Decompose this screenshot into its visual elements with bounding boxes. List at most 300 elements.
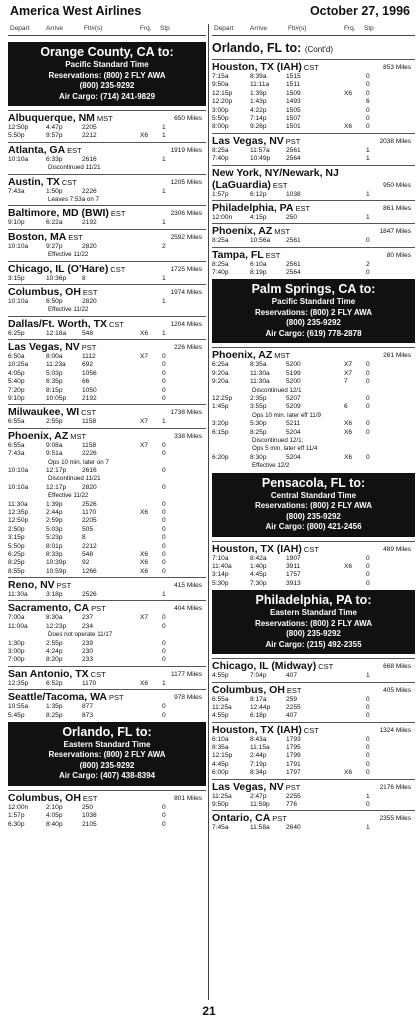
flight-number: 2820 — [82, 242, 97, 250]
destination-name-line2: (LaGuardia) — [212, 178, 271, 191]
stops: 1 — [162, 329, 166, 337]
flight-row — [8, 821, 206, 829]
destination-header — [212, 135, 415, 147]
distance-miles: 861 Miles — [383, 204, 411, 212]
depart-time: 11:40a — [212, 562, 232, 570]
destination-header — [212, 781, 415, 793]
flight-number: 5207 — [286, 395, 301, 403]
distance-miles: 415 Miles — [174, 582, 202, 590]
arrive-time: 11:15a — [250, 744, 270, 752]
stops: 1 — [162, 132, 166, 140]
time-zone: EST — [68, 232, 83, 242]
flight-row — [212, 744, 415, 752]
frequency: X7 — [140, 418, 149, 426]
depart-time: 6:30p — [8, 820, 25, 828]
destination-name: Boston, MA — [8, 230, 67, 243]
destination-name: Chicago, IL (O'Hare) — [8, 262, 109, 275]
stops: 0 — [366, 744, 370, 752]
stops: 1 — [366, 213, 370, 221]
flight-row — [8, 353, 206, 361]
arrive-time: 8:19p — [250, 269, 267, 277]
stops: 0 — [162, 500, 166, 508]
flight-note: Discontinued 11/21 — [48, 164, 101, 172]
destination-header — [8, 176, 206, 188]
depart-time: 3:00p — [8, 648, 25, 656]
depart-time: 8:35a — [212, 744, 229, 752]
flight-number: 2205 — [82, 517, 97, 525]
flight-row — [8, 243, 206, 251]
flight-number: 2564 — [286, 155, 301, 163]
time-zone: EST — [265, 250, 281, 260]
depart-time: 12:00n — [8, 803, 29, 811]
stops: 0 — [162, 614, 166, 622]
arrive-time: 11:11a — [250, 81, 270, 89]
distance-miles: 1324 Miles — [379, 726, 411, 734]
depart-time: 8:25a — [212, 260, 229, 268]
origin-info-line: Central Standard Time — [270, 490, 357, 500]
arrive-time: 1:43p — [250, 98, 267, 106]
destination-block — [212, 779, 415, 810]
flight-number: 1158 — [82, 441, 97, 449]
stops-header: Stp — [160, 25, 170, 32]
depart-time: 6:10a — [212, 735, 229, 743]
stops: 0 — [366, 453, 370, 461]
depart-time: 7:00p — [8, 656, 25, 664]
stops: 1 — [162, 219, 166, 227]
depart-time: 5:40p — [8, 378, 25, 386]
depart-time: 9:20a — [212, 378, 229, 386]
flight-row — [8, 378, 206, 386]
distance-miles: 404 Miles — [174, 605, 202, 613]
destination-block — [212, 133, 415, 164]
distance-miles: 1205 Miles — [170, 178, 202, 186]
frequency: X7 — [140, 614, 149, 622]
depart-time: 6:25p — [8, 550, 25, 558]
stops: 0 — [162, 361, 166, 369]
flight-number: 237 — [82, 614, 94, 622]
stops: 0 — [366, 73, 370, 80]
arrive-time: 6:18p — [250, 712, 267, 720]
depart-time: 6:55a — [8, 441, 25, 449]
flight-row — [212, 191, 415, 199]
origin-info-line: (800) 235-9292 — [79, 81, 135, 90]
destination-block — [8, 229, 206, 260]
stops: 1 — [366, 792, 370, 800]
depart-time: 7:15a — [212, 73, 229, 80]
frequency: X6 — [140, 567, 149, 575]
time-zone: PST — [108, 693, 124, 703]
distance-miles: 2306 Miles — [170, 210, 202, 218]
destination-block — [8, 110, 206, 141]
destination-name: Houston, TX (IAH) — [212, 723, 302, 736]
flight-number: 2616 — [82, 466, 97, 474]
depart-time: 8:00p — [212, 123, 229, 131]
origin-title: Philadelphia, PA to: — [255, 593, 372, 608]
stops: 0 — [366, 89, 370, 97]
flight-number: 2192 — [82, 395, 97, 403]
frequency: X6 — [344, 420, 353, 428]
flight-number: 1158 — [82, 418, 97, 426]
flight-row — [212, 672, 415, 680]
flight-number: 2561 — [286, 146, 301, 154]
flight-number: 1501 — [286, 123, 301, 131]
depart-time: 10:10a — [8, 242, 29, 250]
destination-header — [8, 318, 206, 330]
flight-number: 2561 — [286, 237, 301, 245]
origin-banner — [212, 590, 415, 654]
arrive-time: 6:35p — [46, 378, 63, 386]
distance-miles: 1919 Miles — [170, 146, 202, 154]
arrive-time: 4:15p — [250, 213, 267, 221]
stops: 0 — [366, 403, 370, 411]
arrive-time: 1:40p — [250, 562, 267, 570]
flight-number: 2255 — [286, 703, 301, 711]
flight-row — [8, 275, 206, 283]
flight-number: 250 — [82, 803, 94, 811]
stops: 0 — [366, 562, 370, 570]
frequency: X7 — [140, 441, 149, 449]
stops: 0 — [366, 395, 370, 403]
destination-block — [8, 261, 206, 283]
origin-info-line: Eastern Standard Time — [270, 608, 357, 618]
flight-header: Flt#(s) — [288, 25, 307, 32]
stops: 1 — [366, 146, 370, 154]
arrive-time: 7:14p — [250, 114, 267, 122]
origin-banner — [8, 42, 206, 106]
destination-header — [212, 249, 415, 261]
frequency: X6 — [140, 679, 149, 687]
flight-note: Ops 10 min. later on 7 — [48, 458, 109, 466]
flight-number: 2212 — [82, 132, 97, 140]
stops: 0 — [162, 395, 166, 403]
flight-row — [212, 696, 415, 704]
flight-number: 873 — [82, 711, 94, 719]
depart-time: 6:25a — [212, 361, 229, 369]
destination-header — [212, 167, 415, 179]
destination-header — [8, 691, 206, 703]
flight-row — [212, 801, 415, 809]
stops: 0 — [162, 703, 166, 711]
depart-time: 8:25a — [212, 146, 229, 154]
stops: 0 — [366, 571, 370, 579]
destination-block — [212, 682, 415, 721]
time-zone: PST — [285, 782, 301, 792]
distance-miles: 2592 Miles — [170, 233, 202, 241]
destination-header — [8, 792, 206, 804]
flight-row — [8, 614, 206, 622]
time-zone: CST — [303, 63, 319, 72]
destination-header — [8, 112, 206, 124]
flight-row — [212, 712, 415, 720]
arrive-time: 2:55p — [46, 639, 63, 647]
flight-row — [212, 214, 415, 222]
distance-miles: 1738 Miles — [170, 409, 202, 417]
arrive-time: 6:22a — [46, 219, 63, 227]
depart-time: 7:40p — [212, 155, 229, 163]
time-zone: MST — [274, 227, 291, 237]
flight-number: 3911 — [286, 562, 301, 570]
depart-time: 12:35p — [8, 508, 29, 516]
arrive-time: 3:18p — [46, 591, 63, 599]
flight-header: Flt#(s) — [84, 25, 103, 32]
origin-title: Pensacola, FL to: — [261, 475, 366, 490]
flight-row — [212, 793, 415, 801]
destination-header — [8, 406, 206, 418]
flight-row — [212, 761, 415, 769]
arrive-time: 2:59p — [46, 517, 63, 525]
stops: 1 — [162, 124, 166, 131]
destination-block — [8, 339, 206, 403]
arrive-time: 8:30a — [46, 614, 63, 622]
destination-block — [8, 404, 206, 426]
stops: 0 — [366, 420, 370, 428]
depart-time: 1:45p — [212, 403, 229, 411]
stops: 1 — [162, 591, 166, 599]
stops: 0 — [162, 386, 166, 394]
flight-number: 5204 — [286, 453, 301, 461]
depart-time: 6:00p — [212, 769, 229, 777]
flight-note: Effective 11/22 — [48, 251, 89, 259]
time-zone: EST — [286, 685, 302, 695]
flight-number: 1509 — [286, 89, 301, 97]
stops: 0 — [162, 450, 166, 458]
flight-row — [212, 98, 415, 106]
flight-row — [8, 132, 206, 140]
flight-row — [8, 703, 206, 711]
time-zone: EST — [67, 145, 82, 155]
destination-header — [8, 207, 206, 219]
flight-row — [8, 656, 206, 664]
flight-row — [212, 420, 415, 428]
destination-block — [8, 142, 206, 173]
depart-header: Depart — [214, 25, 234, 32]
destination-header — [212, 543, 415, 555]
origin-info-line: (800) 235-9292 — [286, 318, 341, 328]
arrive-time: 8:15p — [46, 386, 63, 394]
flight-number: 407 — [286, 672, 298, 680]
destination-block — [8, 284, 206, 315]
left-column — [8, 40, 206, 998]
distance-miles: 226 Miles — [174, 344, 202, 352]
distance-miles: 2176 Miles — [379, 783, 411, 791]
depart-time: 12:50p — [8, 124, 29, 131]
destination-header — [212, 724, 415, 736]
flight-number: 692 — [82, 361, 94, 369]
depart-time: 6:55a — [212, 695, 229, 703]
arrive-time: 7:30p — [250, 579, 267, 587]
time-zone: EST — [110, 209, 126, 219]
flight-number: 2105 — [82, 820, 97, 828]
flight-number: 1795 — [286, 744, 301, 752]
depart-time: 7:20p — [8, 386, 25, 394]
flight-number: 1170 — [82, 679, 97, 687]
origin-title: Orlando, FL to: — [62, 724, 152, 739]
distance-miles: 1725 Miles — [170, 265, 202, 273]
destination-header — [8, 602, 206, 614]
stops: 0 — [162, 525, 166, 533]
flight-number: 776 — [286, 801, 298, 809]
stops: 2 — [366, 260, 370, 268]
arrive-time: 5:30p — [250, 420, 267, 428]
time-zone: PST — [56, 581, 72, 591]
arrive-time: 4:45p — [250, 571, 267, 579]
destination-header — [8, 579, 206, 591]
depart-time: 9:20a — [212, 369, 229, 377]
arrive-time: 6:52p — [46, 679, 63, 687]
stops: 1 — [366, 824, 370, 832]
flight-number: 1170 — [82, 508, 97, 516]
destination-name: New York, NY/Newark, NJ — [212, 166, 339, 179]
origin-continued-heading — [212, 40, 415, 58]
flight-note: Discontinued 11/21 — [48, 475, 101, 483]
depart-time: 10:25a — [8, 361, 29, 369]
flight-row — [212, 454, 415, 462]
stops: 0 — [162, 441, 166, 449]
flight-number: 407 — [286, 712, 298, 720]
origin-info-line: Reservations: (800) 2 FLY AWA — [254, 618, 373, 628]
destination-header — [8, 668, 206, 680]
flight-number: 1515 — [286, 73, 301, 80]
flight-number: 2616 — [82, 155, 97, 163]
stops: 0 — [366, 752, 370, 760]
destination-name: Tampa, FL — [212, 248, 264, 261]
flight-number: 2526 — [82, 591, 97, 599]
stops: 2 — [162, 242, 166, 250]
depart-time: 10:10a — [8, 297, 29, 305]
destination-name: Phoenix, AZ — [212, 349, 273, 362]
flight-number: 5211 — [286, 420, 301, 428]
depart-time: 5:50p — [212, 114, 229, 122]
time-zone: EST — [82, 793, 98, 803]
destination-name: Las Vegas, NV — [212, 780, 284, 793]
destination-name: Houston, TX (IAH) — [212, 542, 302, 555]
depart-time: 9:50p — [212, 801, 229, 809]
flight-row — [8, 534, 206, 542]
flight-number: 1056 — [82, 369, 97, 377]
flight-number: 1757 — [286, 571, 301, 579]
flight-note: Discontinued 12/1 — [252, 386, 302, 394]
flight-number: 2820 — [82, 483, 97, 491]
stops: 0 — [366, 123, 370, 131]
stops: 0 — [162, 369, 166, 377]
flight-row — [8, 501, 206, 509]
flight-number: 5204 — [286, 428, 301, 436]
arrive-time: 12:17p — [46, 466, 67, 474]
depart-time: 8:25a — [212, 237, 229, 245]
origin-info-line: Pacific Standard Time — [65, 60, 149, 69]
flight-row — [212, 824, 415, 832]
flight-number: 2255 — [286, 792, 301, 800]
stops: 0 — [162, 517, 166, 525]
arrive-time: 11:23a — [46, 361, 66, 369]
frequency: X6 — [344, 123, 353, 131]
origin-info-line: Pacific Standard Time — [271, 297, 356, 307]
destination-block — [212, 165, 415, 199]
depart-time: 8:25p — [8, 559, 25, 567]
arrive-time: 8:25p — [46, 711, 63, 719]
destination-block — [8, 174, 206, 205]
destination-name: Phoenix, AZ — [8, 429, 69, 442]
frequency: X6 — [344, 769, 353, 777]
flight-note: Effective 11/22 — [48, 492, 89, 500]
depart-time: 9:10p — [8, 395, 25, 403]
depart-time: 10:55a — [8, 703, 29, 711]
time-zone: PST — [91, 604, 106, 614]
flight-number: 230 — [82, 648, 94, 656]
flight-row — [8, 361, 206, 369]
stops: 0 — [366, 579, 370, 587]
arrive-time: 2:55p — [46, 418, 63, 426]
stops: 0 — [366, 237, 370, 245]
stops: 0 — [366, 369, 370, 377]
flight-row — [212, 155, 415, 163]
destination-block — [8, 205, 206, 227]
stops: 0 — [366, 269, 370, 277]
flight-number: 2205 — [82, 124, 97, 131]
time-zone: CST — [318, 662, 334, 672]
arrive-time: 8:01p — [46, 542, 63, 550]
distance-miles: 853 Miles — [383, 64, 411, 71]
flight-row — [8, 680, 206, 688]
flight-number: 92 — [82, 559, 90, 567]
stops: 1 — [162, 679, 166, 687]
flight-row — [212, 123, 415, 131]
distance-miles: 1177 Miles — [171, 670, 202, 678]
timetable-date: October 27, 1996 — [309, 4, 410, 18]
depart-time: 5:50p — [8, 132, 25, 140]
arrive-time: 8:35a — [250, 361, 267, 369]
flight-number: 8 — [82, 274, 86, 282]
time-zone: CST — [303, 725, 319, 735]
depart-time: 10:10a — [8, 466, 29, 474]
flight-number: 2226 — [82, 450, 97, 458]
stops: 0 — [366, 361, 370, 369]
depart-time: 12:35p — [8, 679, 29, 687]
arrive-time: 11:58a — [250, 824, 270, 832]
flight-row — [212, 769, 415, 777]
arrive-time: 9:51a — [46, 450, 63, 458]
destination-name: Reno, NV — [8, 579, 55, 592]
distance-miles: 978 Miles — [174, 694, 202, 702]
arrive-time: 11:59p — [250, 801, 270, 809]
flight-number: 1799 — [286, 752, 301, 760]
arrive-time: 2:10p — [46, 803, 63, 811]
destination-block — [212, 541, 415, 589]
flight-row — [212, 555, 415, 563]
time-zone: EST — [82, 287, 98, 297]
arrive-time: 1:50p — [46, 187, 63, 195]
arrive-time: 10:05p — [46, 395, 67, 403]
arrive-time: 12:44p — [250, 703, 271, 711]
frequency-header: Frq. — [140, 25, 152, 32]
arrive-time: 10:59p — [46, 567, 67, 575]
depart-time: 3:14p — [212, 571, 229, 579]
airline-name: America West Airlines — [10, 4, 142, 18]
destination-header — [8, 231, 206, 243]
flight-row — [8, 188, 206, 196]
distance-miles: 650 Miles — [174, 115, 202, 122]
stops: 0 — [162, 812, 166, 820]
depart-time: 11:30a — [8, 591, 28, 599]
time-zone: EST — [295, 203, 311, 213]
origin-info-line: Reservations: (800) 2 FLY AWA — [48, 750, 166, 760]
destination-name: Houston, TX (IAH) — [212, 61, 302, 73]
destination-block — [8, 666, 206, 688]
stops: 0 — [366, 554, 370, 562]
flight-row — [212, 752, 415, 760]
stops: 0 — [162, 534, 166, 542]
stops: 0 — [162, 711, 166, 719]
